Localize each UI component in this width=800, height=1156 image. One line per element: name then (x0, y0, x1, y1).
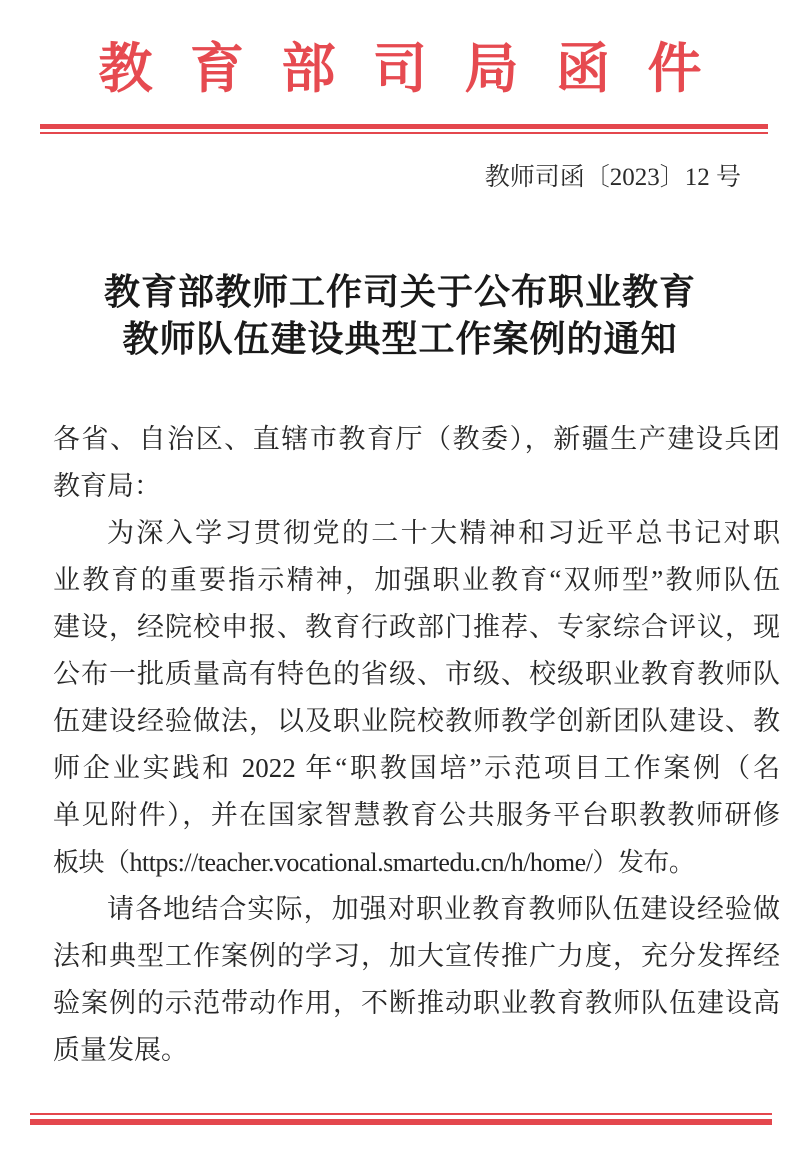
body-line: 为深入学习贯彻党的二十大精神和习近平总书记对职 (107, 518, 780, 548)
body-line: 建设，经院校申报、教育行政部门推荐、专家综合评议，现 (53, 612, 780, 642)
body-text (53, 416, 780, 1074)
body-line: 质量发展。 (53, 1035, 188, 1065)
body-line: 验案例的示范带动作用，不断推动职业教育教师队伍建设高 (53, 988, 780, 1018)
notice-title-line2: 教师队伍建设典型工作案例的通知 (122, 319, 678, 359)
body-line: 法和典型工作案例的学习，加大宣传推广力度，充分发挥经 (53, 941, 780, 971)
notice-title (0, 269, 800, 363)
notice-title-line1: 教育部教师工作司关于公布职业教育 (103, 272, 696, 312)
body-line: 伍建设经验做法，以及职业院校教师教学创新团队建设、教 (53, 706, 780, 736)
body-line-url: 板块（https://teacher.vocational.smartedu.cn/h/home/）发布。 (53, 848, 695, 877)
red-separator-top (40, 124, 768, 134)
body-line: 各省、自治区、直辖市教育厅（教委），新疆生产建设兵团 (53, 424, 780, 454)
body-line: 请各地结合实际，加强对职业教育教师队伍建设经验做 (107, 894, 780, 924)
body-line: 单见附件），并在国家智慧教育公共服务平台职教教师研修 (53, 800, 780, 830)
body-line: 师企业实践和 2022 年“职教国培”示范项目工作案例（名 (53, 753, 780, 783)
letterhead-title: 教 育 部 司 局 函 件 (98, 39, 714, 99)
body-line: 业教育的重要指示精神，加强职业教育“双师型”教师队伍 (53, 565, 780, 595)
red-separator-bottom (30, 1113, 772, 1125)
doc-number: 教师司函〔2023〕12 号 (484, 164, 741, 191)
body-line: 教育局： (53, 471, 161, 501)
body-line: 公布一批质量高有特色的省级、市级、校级职业教育教师队 (53, 659, 780, 689)
